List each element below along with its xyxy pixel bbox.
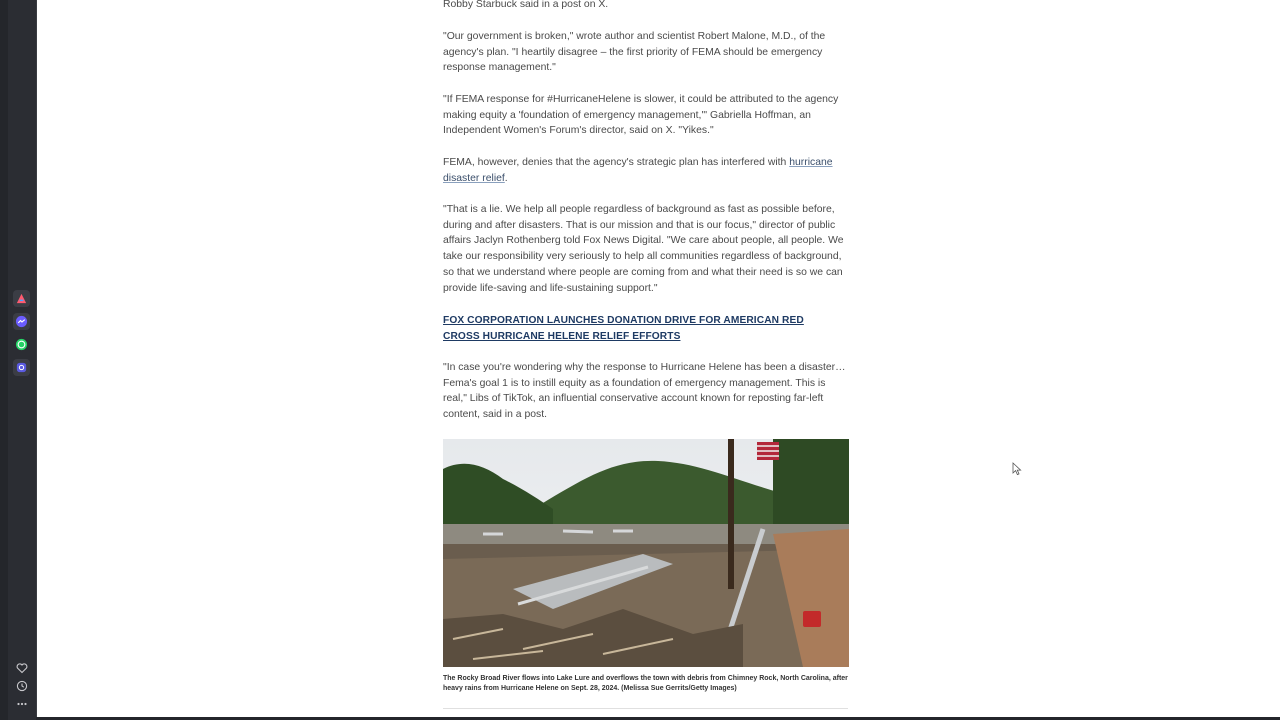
more-icon[interactable] [15, 697, 29, 711]
history-icon[interactable] [15, 679, 29, 693]
article-paragraph: "That is a lie. We help all people regardless of background as fast as possible before, during and after disasters. That is our mission and that is our focus," director of public affairs Jaclyn Rothenberg told Fox News Digital. "We care about people, all people. We take our responsibility very seriously to help all communities regardless of background, so that we understand where people are coming from and what their need is so we can provide life-saving and life-sustaining support." [443, 204, 844, 294]
paragraph-text: FEMA, however, denies that the agency's strategic plan has interfered with [443, 157, 790, 168]
instagram-icon[interactable] [13, 359, 30, 376]
flood-debris-image [443, 439, 849, 667]
photo-caption: The Rocky Broad River flows into Lake Lure and overflows the town with debris from Chimney Rock, North Carolina, after heavy rains from Hurricane Helene on Sept. 28, 2024. (Melissa Sue Gerrits/Getty Images) [443, 675, 848, 692]
content-divider [443, 708, 848, 709]
whatsapp-icon[interactable] [13, 336, 30, 353]
browser-sidebar [8, 0, 37, 720]
heart-icon[interactable] [15, 661, 29, 675]
aria-icon[interactable] [13, 290, 30, 307]
window-edge [0, 0, 8, 720]
paragraph-text: . [504, 172, 508, 184]
hurricane-relief-link[interactable]: hurricane disaster relief [443, 157, 833, 184]
article-paragraph: "In case you're wondering why the response to Hurricane Helene has been a disaster… Fema's goal 1 is to instill equity as a foundation of emergency management. This is real," Libs of TikTok, an influential conservative account known for reposting far-left content, said in a post. [443, 362, 846, 421]
article-paragraph: "If FEMA response for #HurricaneHelene is slower, it could be attributed to the agency making equity a 'foundation of emergency management,'" Gabriella Hoffman, an Independent Women's Forum's director, said on X. "Yikes." [443, 94, 839, 137]
article-paragraph [443, 155, 848, 186]
mouse-cursor-icon [1012, 462, 1022, 476]
article-photo[interactable] [443, 439, 849, 667]
related-article-link[interactable]: FOX CORPORATION LAUNCHES DONATION DRIVE FOR AMERICAN RED CROSS HURRICANE HELENE RELIEF EFFORTS [443, 315, 804, 342]
messenger-icon[interactable] [13, 313, 30, 330]
article-paragraph: "Our government is broken," wrote author and scientist Robert Malone, M.D., of the agency's plan. "I heartily disagree – the first priority of FEMA should be emergency response management." [443, 31, 826, 74]
article-paragraph: Robby Starbuck said in a post on X. [443, 0, 609, 10]
